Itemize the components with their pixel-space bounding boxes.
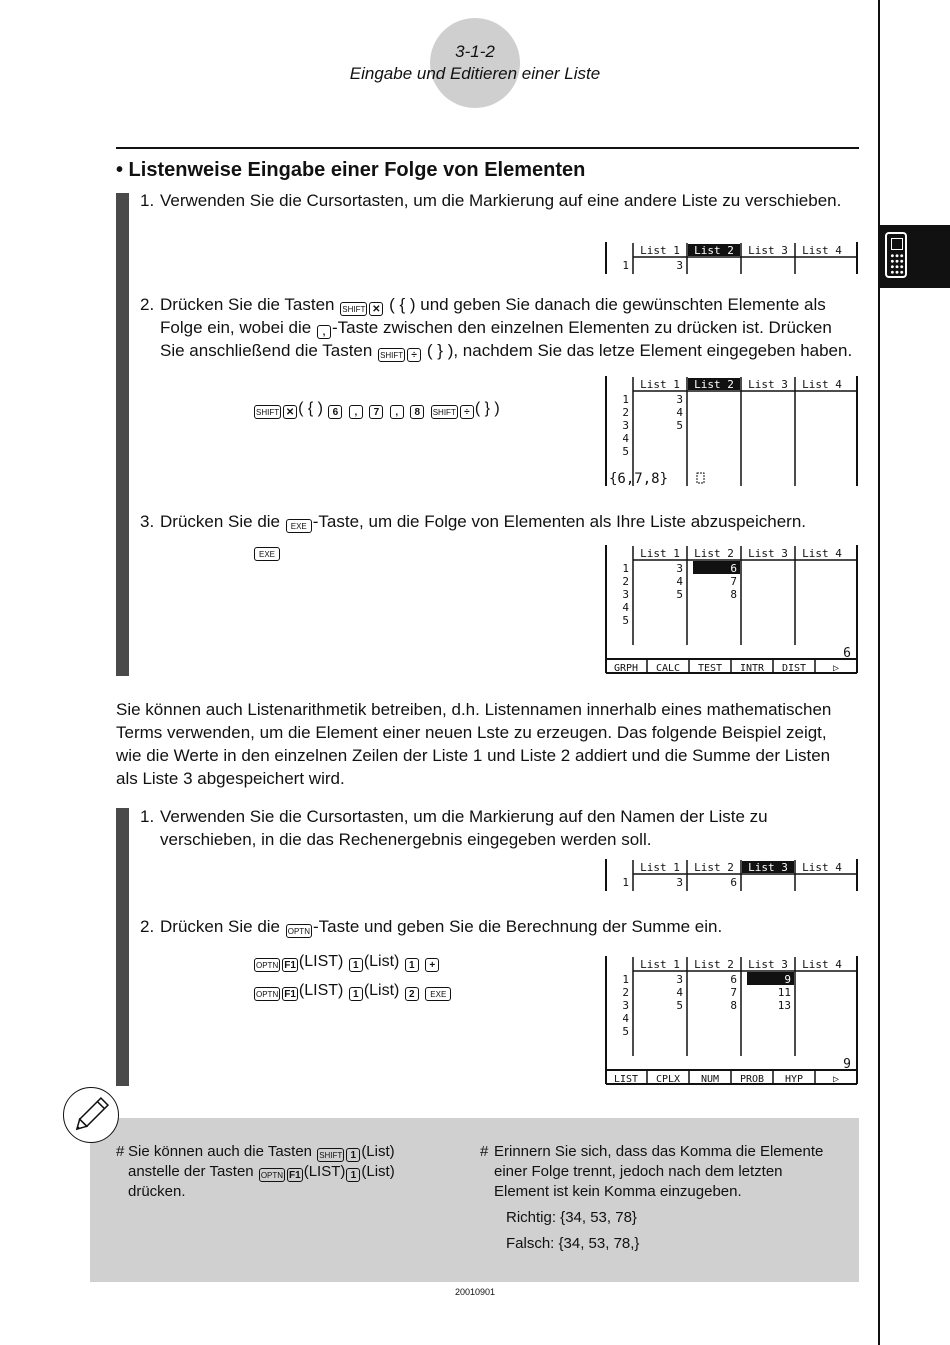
row-number: 2 <box>622 986 629 999</box>
function-menu-item: INTR <box>739 663 765 674</box>
calc-screen-2 <box>605 376 859 488</box>
list-header: List 1 <box>640 244 680 257</box>
function-menu-item: CPLX <box>655 1074 681 1085</box>
calc-screen-1 <box>605 242 859 276</box>
row-number: 3 <box>622 999 629 1012</box>
list-header: List 3 <box>748 244 788 257</box>
list-header: List 3 <box>748 958 788 971</box>
cell-value: 6 <box>730 562 737 575</box>
function-menu-item: ▷ <box>832 663 840 674</box>
cell-value: 6 <box>730 876 737 889</box>
note-left: # Sie können auch die Tasten SHIFT 1 (List) anstelle der Tasten OPTN F1 (LIST) 1 (List) drücken. <box>116 1143 395 1200</box>
row-number: 1 <box>622 393 629 406</box>
row-number: 2 <box>622 406 629 419</box>
list-header: List 4 <box>802 244 842 257</box>
cell-value: 5 <box>676 999 683 1012</box>
calc-screen-4 <box>605 859 859 893</box>
calc-screen-5 <box>605 956 859 1086</box>
footer-code: 20010901 <box>454 1287 496 1297</box>
keystroke-line-1: OPTN F1 (LIST) 1 (List) 1 + <box>253 951 440 973</box>
list-header: List 1 <box>640 547 680 560</box>
step-a2: 2. Drücken Sie die Tasten SHIFT ✕ ( { ) und geben Sie danach die gewünschten Elemente als Folge ein, wobei die , -Taste zwischen den einzelnen Elementen zu drücken ist. Drücken Sie anschließend die Tasten SHIFT ÷ ( } ), nachdem Sie das letze Element eingegeben haben. <box>140 295 853 361</box>
section-bar-1 <box>116 193 129 676</box>
result-value: 6 <box>843 646 851 661</box>
cell-value: 3 <box>676 973 683 986</box>
list-header: List 2 <box>694 378 734 391</box>
list-header: List 2 <box>694 547 734 560</box>
cell-value: 8 <box>730 999 737 1012</box>
list-header: List 4 <box>802 547 842 560</box>
row-number: 3 <box>622 588 629 601</box>
cell-value: 4 <box>676 575 683 588</box>
list-header: List 3 <box>748 861 788 874</box>
keystroke-sequence-a2: SHIFT ✕ ( { ) 6 , 7 , 8 SHIFT ÷ ( } ) <box>256 400 500 418</box>
row-number: 1 <box>622 876 629 889</box>
cell-value: 7 <box>730 575 737 588</box>
result-value: 9 <box>843 1057 851 1072</box>
cell-value: 4 <box>676 406 683 419</box>
row-number: 4 <box>622 432 629 445</box>
body-paragraph: Sie können auch Listenarithmetik betreiben, d.h. Listennamen innerhalb eines mathematischen Terms verwenden, um die Element einer neuen Lste zu erzeugen. Das folgende Beispiel zeigt, wie die Werte in den einzelnen Zeilen der Liste 1 und Liste 2 addiert und die Summe der Listen als Liste 3 abgespeichert wird. <box>116 700 832 788</box>
cell-value: 3 <box>676 562 683 575</box>
row-number: 3 <box>622 419 629 432</box>
function-menu-item: CALC <box>655 663 681 674</box>
function-menu-item: PROB <box>739 1074 765 1085</box>
function-menu-item: TEST <box>697 663 723 674</box>
cell-value: 5 <box>676 588 683 601</box>
function-menu-item: ▷ <box>832 1074 840 1085</box>
row-number: 1 <box>622 562 629 575</box>
list-header: List 1 <box>640 958 680 971</box>
step-a1: 1. Verwenden Sie die Cursortasten, um die Markierung auf eine andere Liste zu verschieben. <box>140 191 842 210</box>
function-menu-item: HYP <box>784 1074 804 1085</box>
step-b1: 1. Verwenden Sie die Cursortasten, um die Markierung auf den Namen der Liste zu verschieben, in die das Rechenergebnis eingegeben werden soll. <box>140 807 768 849</box>
list-header: List 4 <box>802 861 842 874</box>
header-circle <box>430 18 520 108</box>
cell-value: 3 <box>676 259 683 272</box>
section-title: • Listenweise Eingabe einer Folge von Elementen <box>116 159 586 181</box>
row-number: 5 <box>622 1025 629 1038</box>
times-key: ✕ <box>369 302 383 316</box>
optn-key: OPTN <box>286 924 312 938</box>
function-menu-item: GRPH <box>613 663 639 674</box>
function-menu-item: NUM <box>700 1074 720 1085</box>
keystroke-exe: EXE <box>253 540 281 562</box>
cell-value: 6 <box>730 973 737 986</box>
comma-key: , <box>317 325 331 339</box>
list-header: List 2 <box>694 861 734 874</box>
function-menu-item: DIST <box>781 663 807 674</box>
cell-value: 8 <box>730 588 737 601</box>
page-title: Eingabe und Editieren einer Liste <box>349 64 601 83</box>
cell-value: 11 <box>777 986 791 999</box>
input-line: {6,7,8} <box>609 471 669 487</box>
cell-value: 3 <box>676 876 683 889</box>
step-a3: 3. Drücken Sie die EXE -Taste, um die Folge von Elementen als Ihre Liste abzuspeichern. <box>140 512 807 531</box>
keystroke-line-2: OPTN F1 (LIST) 1 (List) 2 EXE <box>253 980 452 1002</box>
pencil-icon <box>63 1087 119 1143</box>
note-right: # Erinnern Sie sich, dass das Komma die Elemente einer Folge trennt, jedoch nach dem letzten Element ist kein Komma einzugeben. Richtig: {34, 53, 78} Falsch: {34, 53, 78,} <box>480 1143 824 1252</box>
cell-value: 5 <box>676 419 683 432</box>
shift-key: SHIFT <box>378 348 405 362</box>
list-header: List 3 <box>748 547 788 560</box>
calculator-icon <box>885 232 907 278</box>
list-header: List 4 <box>802 958 842 971</box>
row-number: 4 <box>622 601 629 614</box>
list-header: List 1 <box>640 378 680 391</box>
cell-value: 7 <box>730 986 737 999</box>
right-margin-line <box>878 0 880 1345</box>
divide-key: ÷ <box>407 348 421 362</box>
cell-value: 3 <box>676 393 683 406</box>
exe-key: EXE <box>286 519 312 533</box>
calc-screen-3 <box>605 545 859 675</box>
section-bar-2 <box>116 808 129 1086</box>
page-number: 3-1-2 <box>455 42 495 61</box>
cell-value: 4 <box>676 986 683 999</box>
row-number: 1 <box>622 973 629 986</box>
row-number: 5 <box>622 614 629 627</box>
list-header: List 2 <box>694 244 734 257</box>
row-number: 5 <box>622 445 629 458</box>
list-header: List 3 <box>748 378 788 391</box>
cell-value: 13 <box>777 999 791 1012</box>
row-number: 1 <box>622 259 629 272</box>
list-header: List 1 <box>640 861 680 874</box>
header-rule <box>116 147 859 149</box>
row-number: 2 <box>622 575 629 588</box>
step-b2: 2. Drücken Sie die OPTN -Taste und geben Sie die Berechnung der Summe ein. <box>140 917 723 936</box>
cell-value: 9 <box>784 973 791 986</box>
shift-key: SHIFT <box>340 302 367 316</box>
list-header: List 2 <box>694 958 734 971</box>
list-header: List 4 <box>802 378 842 391</box>
row-number: 4 <box>622 1012 629 1025</box>
function-menu-item: LIST <box>613 1074 639 1085</box>
